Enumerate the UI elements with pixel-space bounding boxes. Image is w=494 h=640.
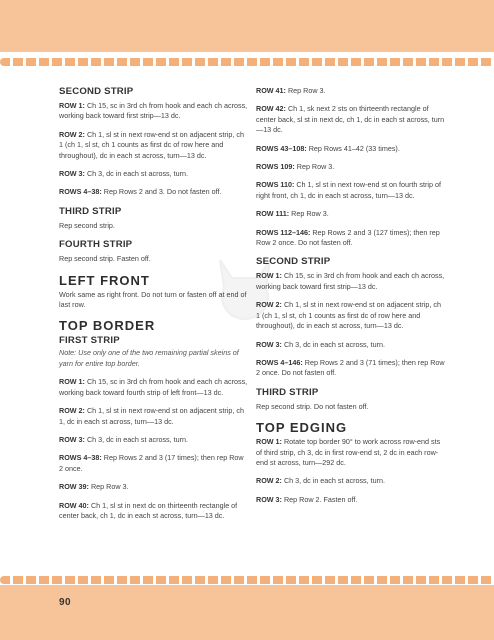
instruction-row: ROW 1: Ch 15, sc in 3rd ch from hook and each ch across, working back toward first strip—13 dc. — [256, 271, 445, 291]
instruction-row: ROW 41: Rep Row 3. — [256, 86, 326, 95]
instruction-row: ROW 2: Ch 1, sl st in next row-end st on adjacent strip, ch 1 (ch 1, sl st, ch 1 counts as first dc of row here and throughout), dc in each st across, turn—13 dc. — [256, 300, 441, 331]
instruction-row: ROW 40: Ch 1, sl st in next dc on thirteenth rectangle of center back, ch 1, dc in each st across, turn—13 dc. — [59, 500, 238, 520]
right-column — [256, 86, 446, 513]
instruction-text: Rep second strip. — [59, 220, 115, 230]
instruction-row: ROW 39: Rep Row 3. — [59, 482, 129, 492]
instruction-text: Rep second strip. Fasten off. — [59, 254, 151, 264]
instruction-row: ROWS 109: Rep Row 3. — [256, 162, 335, 172]
instruction-text: Rep second strip. Do not fasten off. — [256, 401, 369, 411]
instruction-row: ROW 3: Ch 3, dc in each st across, turn. — [256, 339, 386, 349]
left-front-heading: LEFT FRONT — [59, 272, 150, 288]
top-edging-heading: TOP EDGING — [256, 420, 348, 436]
top-decorative-band — [0, 0, 494, 52]
instruction-row: ROW 1: Ch 15, sc in 3rd ch from hook and each ch across, working back toward first strip—13 dc. — [59, 101, 248, 121]
bottom-rope-border — [0, 576, 494, 584]
instruction-row: ROWS 110: Ch 1, sl st in next row-end st on fourth strip of right front, ch 1, dc in each st across, turn—13 dc. — [256, 180, 441, 200]
first-strip-subheading: FIRST STRIP — [59, 335, 120, 347]
instruction-text: Work same as right front. Do not turn or fasten off at end of last row. — [59, 289, 247, 310]
instruction-row: ROW 1: Ch 15, sc in 3rd ch from hook and each ch across, working back toward fourth strip of left front—13 dc. — [59, 377, 248, 397]
instruction-row: ROWS 112–146: Rep Rows 2 and 3 (127 times); then rep Row 2 once. Do not fasten off. — [256, 227, 440, 248]
page-number: 90 — [59, 597, 72, 608]
instruction-row: ROW 3: Rep Row 2. Fasten off. — [256, 494, 358, 504]
top-rope-border — [0, 58, 494, 66]
instruction-row: ROWS 43–108: Rep Rows 41–42 (33 times). — [256, 143, 400, 153]
second-strip-heading: SECOND STRIP — [59, 86, 134, 97]
instruction-row: ROW 3: Ch 3, dc in each st across, turn. — [59, 434, 189, 444]
instruction-row: ROW 42: Ch 1, sk next 2 sts on thirteenth rectangle of center back, sl st in next dc, ch 1, dc in each st across, turn—13 dc. — [256, 104, 445, 135]
instruction-row: ROW 2: Ch 1, sl st in next row-end st on adjacent strip, ch 1 (ch 1, sl st, ch 1 counts as first dc of row here and throughout), dc in each st across, turn—13 dc. — [59, 129, 244, 160]
third-strip-heading: THIRD STRIP — [59, 205, 122, 217]
bottom-decorative-band — [0, 585, 494, 640]
instruction-row: ROW 2: Ch 3, dc in each st across, turn. — [256, 476, 386, 486]
instruction-row: ROWS 4–146: Rep Rows 2 and 3 (71 times); then rep Row 2 once. Do not fasten off. — [256, 357, 445, 378]
instruction-row: ROW 3: Ch 3, dc in each st across, turn. — [59, 169, 189, 179]
instruction-row: ROWS 4–38: Rep Rows 2 and 3. Do not fasten off. — [59, 187, 222, 197]
instruction-row: ROW 2: Ch 1, sl st in next row-end st on adjacent strip, ch 1, dc in each st across, turn—13 dc. — [59, 406, 244, 426]
top-border-heading: TOP BORDER — [59, 318, 156, 334]
third-strip-heading: THIRD STRIP — [256, 386, 319, 398]
second-strip-heading: SECOND STRIP — [256, 256, 331, 268]
instruction-row: ROW 111: Rep Row 3. — [256, 209, 329, 219]
yarn-note: Note: Use only one of the two remaining partial skeins of yarn for entire top border. — [59, 348, 239, 368]
fourth-strip-heading: FOURTH STRIP — [59, 239, 133, 251]
instruction-row: ROW 1: Rotate top border 90° to work across row-end sts of third strip, ch 3, dc in first row-end st, 2 dc in each row-end st across, turn—292 dc. — [256, 437, 441, 467]
left-column — [59, 86, 249, 529]
instruction-row: ROWS 4–38: Rep Rows 2 and 3 (17 times); then rep Row 2 once. — [59, 453, 244, 473]
